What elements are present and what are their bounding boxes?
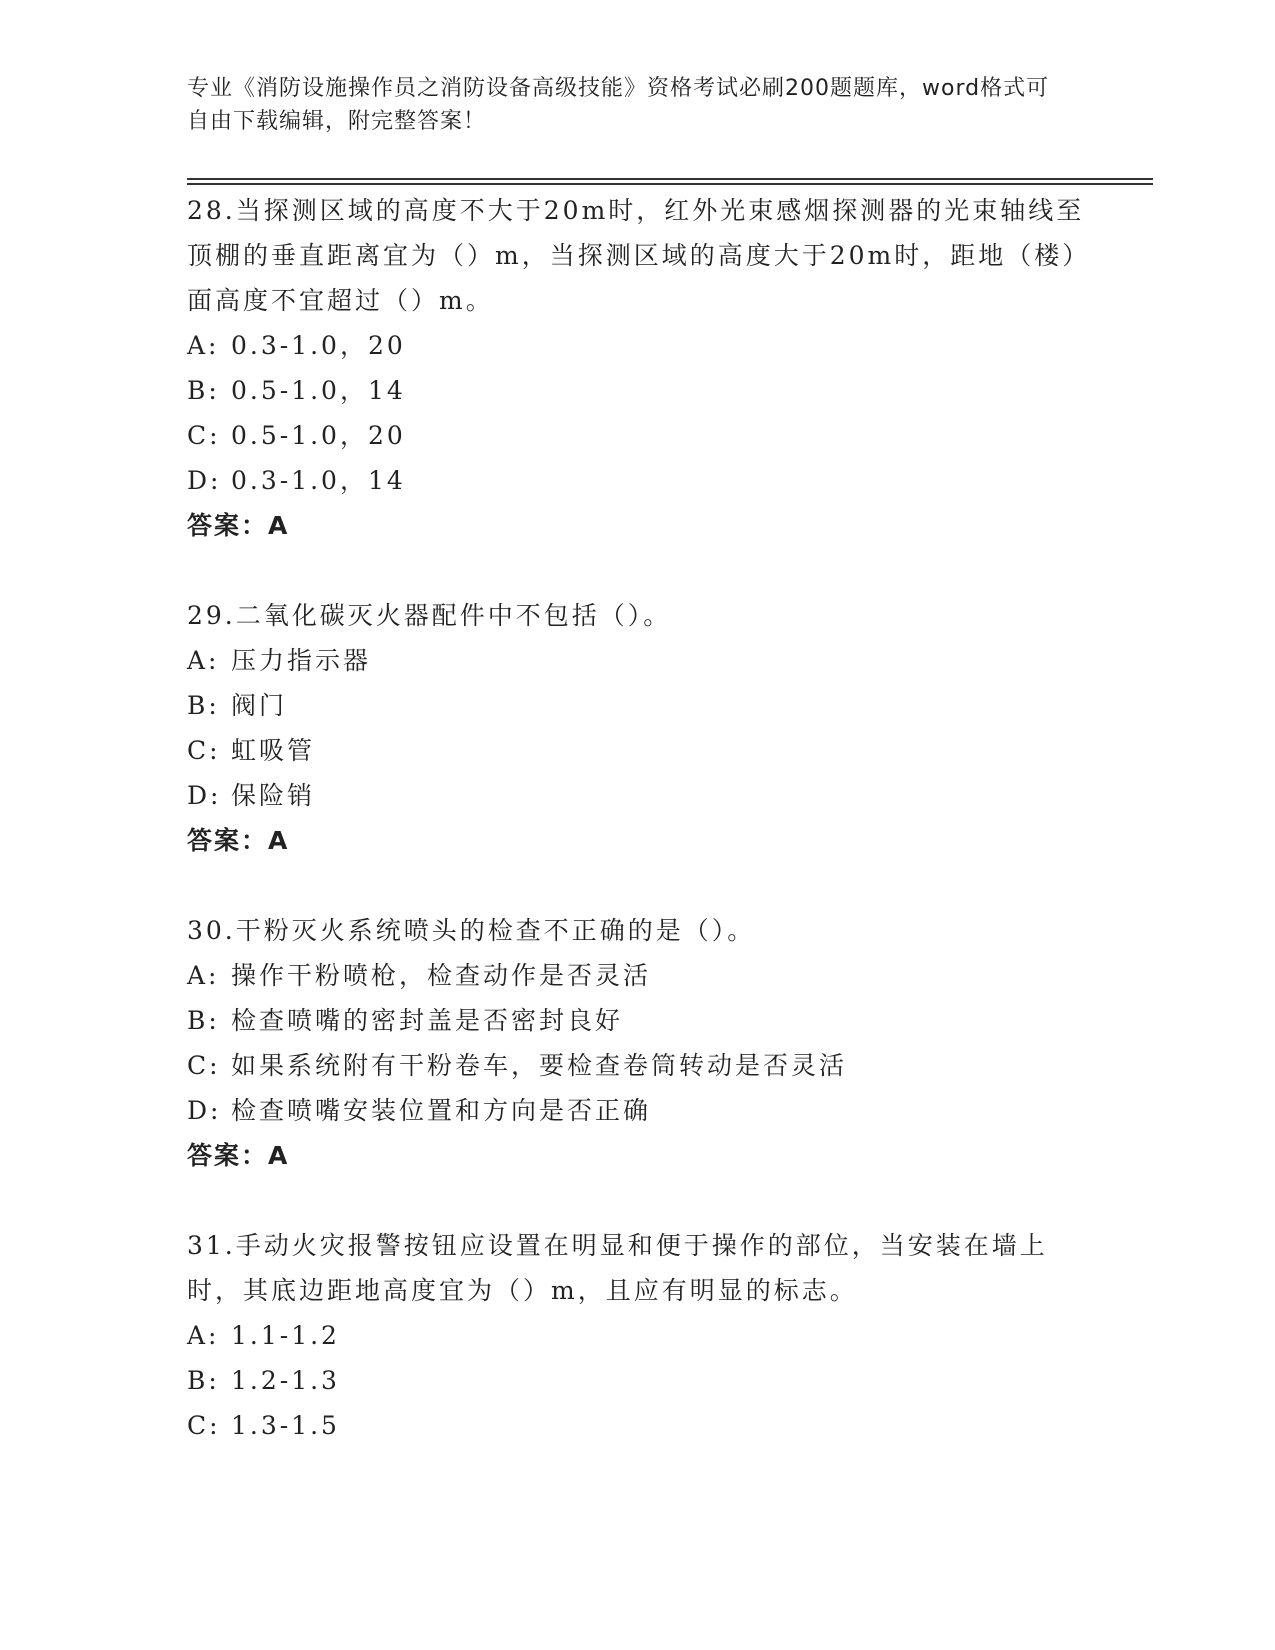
- option-text: 压力指示器: [231, 646, 372, 675]
- option-a: [187, 1313, 1087, 1358]
- question-31: [187, 1223, 1087, 1448]
- option-key: B:: [187, 691, 220, 720]
- option-text: 0.5-1.0，20: [231, 421, 406, 450]
- answer-value: A: [268, 826, 290, 855]
- question-list: [187, 188, 1087, 1493]
- option-text: 保险销: [231, 781, 316, 810]
- option-c: [187, 728, 1087, 773]
- option-c: [187, 1403, 1087, 1448]
- option-text: 0.3-1.0，14: [231, 466, 406, 495]
- question-text: 29.二氧化碳灭火器配件中不包括（）。: [187, 601, 672, 630]
- option-text: 操作干粉喷枪，检查动作是否灵活: [231, 961, 652, 990]
- option-b: [187, 683, 1087, 728]
- option-text: 1.1-1.2: [231, 1321, 340, 1350]
- option-key: D:: [187, 781, 222, 810]
- option-a: [187, 953, 1087, 998]
- option-text: 检查喷嘴的密封盖是否密封良好: [231, 1006, 624, 1035]
- answer-value: A: [268, 1141, 290, 1170]
- option-key: C:: [187, 1051, 221, 1080]
- option-key: A:: [187, 646, 220, 675]
- option-b: [187, 368, 1087, 413]
- question-30: [187, 908, 1087, 1178]
- option-key: A:: [187, 961, 220, 990]
- option-key: C:: [187, 736, 221, 765]
- option-key: B:: [187, 376, 220, 405]
- option-key: A:: [187, 1321, 220, 1350]
- option-d: [187, 458, 1087, 503]
- answer-line: [187, 818, 1087, 863]
- option-text: 阀门: [231, 691, 288, 720]
- question-28: [187, 188, 1087, 548]
- header-divider-top: [187, 178, 1153, 180]
- option-d: [187, 773, 1087, 818]
- question-text: 28.当探测区域的高度不大于20m时，红外光束感烟探测器的光束轴线至顶棚的垂直距离宜为（）m，当探测区域的高度大于20m时，距地（楼）面高度不宜超过（）m。: [187, 196, 1085, 315]
- option-key: A:: [187, 331, 220, 360]
- answer-label: 答案：: [187, 826, 269, 855]
- question-29: [187, 593, 1087, 863]
- answer-label: 答案：: [187, 1141, 269, 1170]
- option-text: 1.3-1.5: [231, 1411, 340, 1440]
- option-text: 1.2-1.3: [231, 1366, 340, 1395]
- option-a: [187, 323, 1087, 368]
- document-header: 专业《消防设施操作员之消防设备高级技能》资格考试必刷200题题库，word格式可自由下载编辑，附完整答案！: [187, 76, 1050, 134]
- option-key: B:: [187, 1366, 220, 1395]
- answer-label: 答案：: [187, 511, 269, 540]
- answer-line: [187, 1133, 1087, 1178]
- option-a: [187, 638, 1087, 683]
- answer-value: A: [268, 511, 290, 540]
- option-key: D:: [187, 466, 222, 495]
- option-b: [187, 998, 1087, 1043]
- option-text: 0.3-1.0，20: [231, 331, 406, 360]
- option-c: [187, 1043, 1087, 1088]
- header-divider-bottom: [187, 183, 1153, 185]
- option-key: D:: [187, 1096, 222, 1125]
- answer-line: [187, 503, 1087, 548]
- option-key: C:: [187, 421, 221, 450]
- option-text: 如果系统附有干粉卷车，要检查卷筒转动是否灵活: [231, 1051, 848, 1080]
- option-text: 0.5-1.0，14: [231, 376, 406, 405]
- option-text: 虹吸管: [231, 736, 316, 765]
- option-b: [187, 1358, 1087, 1403]
- option-text: 检查喷嘴安装位置和方向是否正确: [231, 1096, 652, 1125]
- option-c: [187, 413, 1087, 458]
- question-text: 30.干粉灭火系统喷头的检查不正确的是（）。: [187, 916, 756, 945]
- option-key: C:: [187, 1411, 221, 1440]
- question-text: 31.手动火灾报警按钮应设置在明显和便于操作的部位，当安装在墙上时，其底边距地高度宜为（）m，且应有明显的标志。: [187, 1231, 1048, 1305]
- option-d: [187, 1088, 1087, 1133]
- option-key: B:: [187, 1006, 220, 1035]
